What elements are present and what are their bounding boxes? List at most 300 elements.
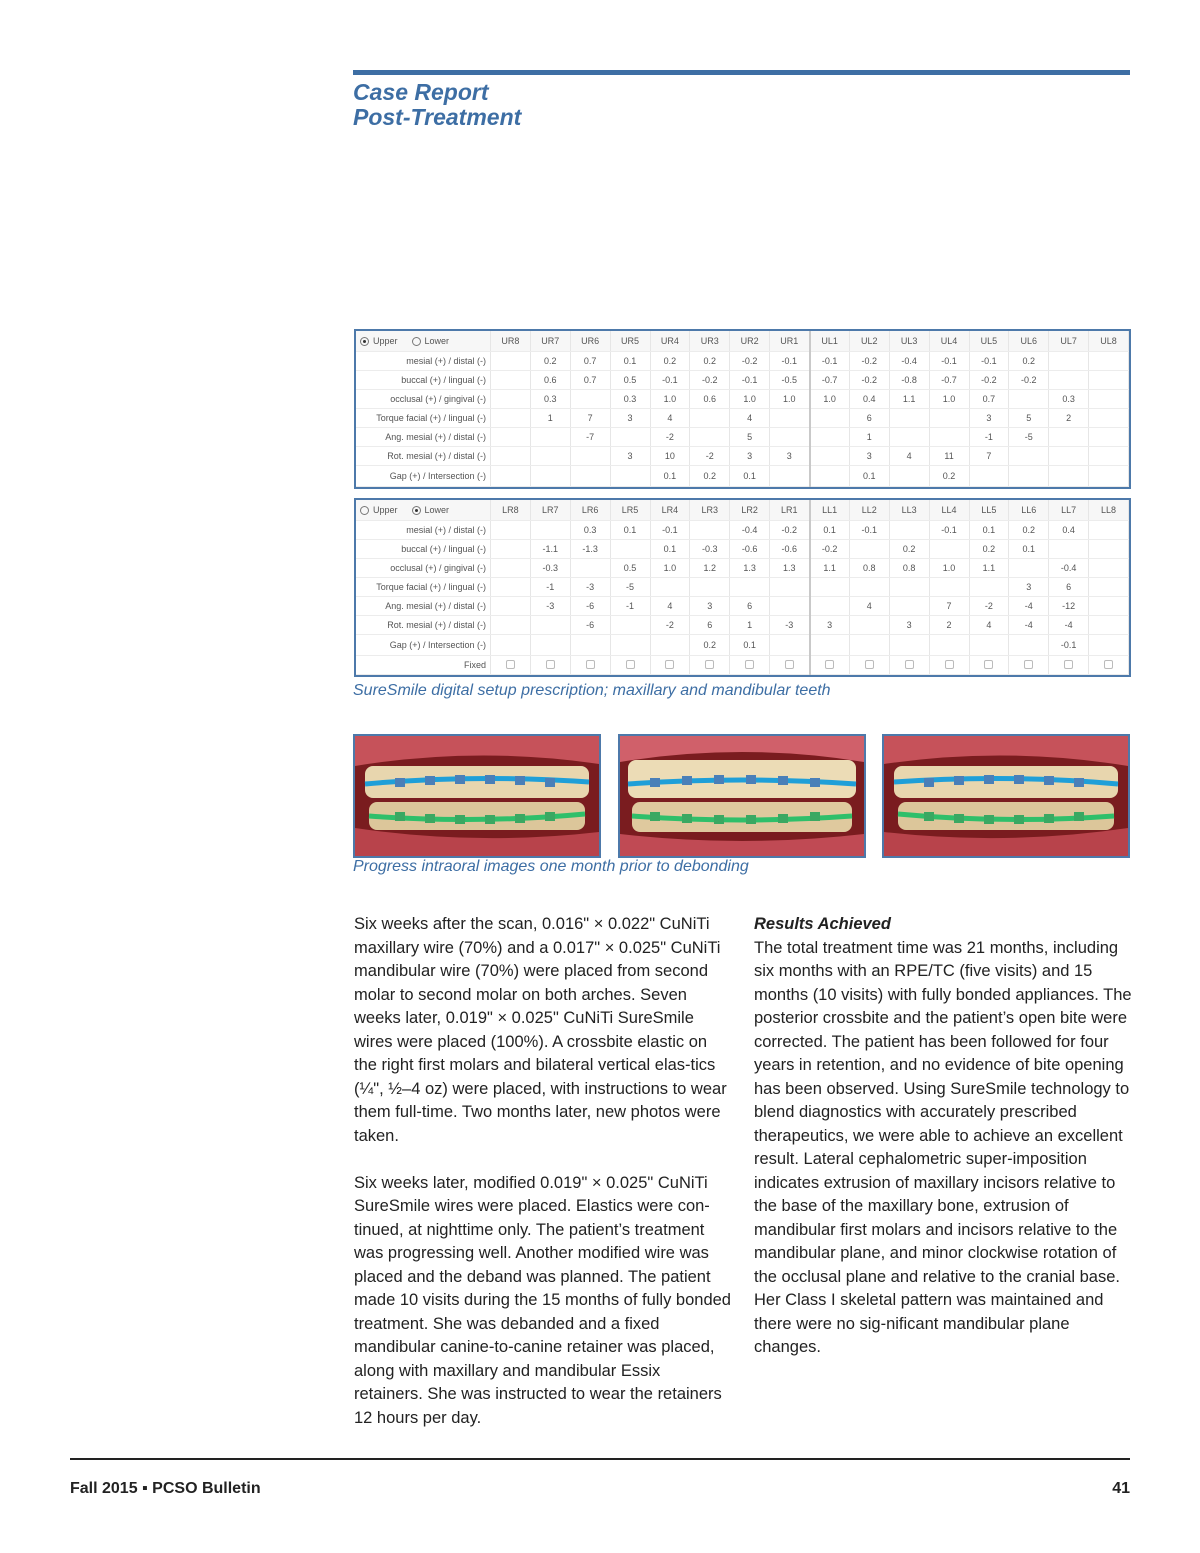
prescription-cell[interactable]: 1.3 [770,559,810,578]
prescription-cell[interactable] [889,578,929,597]
prescription-cell[interactable]: 3 [730,447,770,466]
prescription-cell[interactable] [810,597,850,616]
prescription-cell[interactable] [770,466,810,487]
prescription-cell[interactable] [570,447,610,466]
prescription-row [356,578,1129,597]
tooth-column-header: LR4 [650,500,690,521]
prescription-cell[interactable] [690,521,730,540]
fixed-checkbox[interactable] [1024,660,1033,669]
arch-selector [356,500,491,521]
prescription-cell[interactable]: -0.4 [889,352,929,371]
prescription-cell[interactable]: -2 [690,447,730,466]
table-caption: SureSmile digital setup prescription; maxillary and mandibular teeth [353,682,831,699]
prescription-cell[interactable] [1089,409,1129,428]
prescription-cell[interactable] [929,540,969,559]
intraoral-photo-left [882,734,1130,858]
tooth-column-header: UR5 [610,331,650,352]
prescription-cell[interactable]: -0.1 [929,352,969,371]
prescription-cell[interactable]: 0.8 [889,559,929,578]
prescription-cell[interactable]: -3 [770,616,810,635]
tooth-column-header: UL8 [1089,331,1129,352]
prescription-cell[interactable]: 3 [889,616,929,635]
prescription-cell[interactable] [1089,371,1129,390]
prescription-cell[interactable] [610,635,650,656]
prescription-cell[interactable]: -0.7 [810,371,850,390]
fixed-checkbox[interactable] [825,660,834,669]
prescription-cell[interactable] [849,540,889,559]
prescription-cell[interactable]: 0.7 [570,352,610,371]
prescription-cell[interactable] [929,635,969,656]
tooth-column-header: LR7 [530,500,570,521]
prescription-cell[interactable]: 1.1 [969,559,1009,578]
prescription-cell[interactable] [1089,390,1129,409]
prescription-cell[interactable] [1049,466,1089,487]
prescription-cell[interactable]: -0.1 [770,352,810,371]
prescription-cell[interactable]: 0.3 [570,521,610,540]
prescription-cell[interactable]: 0.1 [650,466,690,487]
prescription-cell[interactable] [491,371,531,390]
prescription-cell[interactable]: 0.7 [969,390,1009,409]
prescription-cell[interactable] [1089,447,1129,466]
prescription-cell[interactable]: 0.4 [849,390,889,409]
prescription-cell[interactable] [570,390,610,409]
prescription-cell[interactable]: 2 [929,616,969,635]
prescription-cell[interactable]: -4 [1009,616,1049,635]
prescription-cell[interactable] [530,447,570,466]
prescription-cell[interactable] [1009,466,1049,487]
prescription-cell[interactable] [1089,616,1129,635]
prescription-cell[interactable]: 0.5 [610,559,650,578]
prescription-cell[interactable]: -0.3 [530,559,570,578]
tooth-column-header: UL2 [849,331,889,352]
prescription-cell[interactable] [770,409,810,428]
prescription-cell[interactable] [1089,597,1129,616]
tooth-column-header: UL6 [1009,331,1049,352]
prescription-cell[interactable] [690,409,730,428]
row-label: Gap (+) / Intersection (-) [356,635,491,656]
photo-front-illustration [620,736,864,856]
prescription-cell[interactable] [491,390,531,409]
prescription-cell[interactable] [1089,635,1129,656]
prescription-cell[interactable]: -0.2 [730,352,770,371]
prescription-cell[interactable] [1009,635,1049,656]
prescription-row [356,635,1129,656]
prescription-cell[interactable] [849,635,889,656]
prescription-cell[interactable]: -0.6 [730,540,770,559]
prescription-cell[interactable]: 0.3 [610,390,650,409]
fixed-checkbox[interactable] [586,660,595,669]
prescription-cell[interactable] [1049,540,1089,559]
prescription-cell[interactable]: -0.4 [1049,559,1089,578]
row-label: Gap (+) / Intersection (-) [356,466,491,487]
row-label: Fixed [356,656,491,675]
prescription-cell[interactable]: 1 [530,409,570,428]
table-header-row [356,500,1129,521]
prescription-row [356,521,1129,540]
prescription-cell[interactable] [889,597,929,616]
prescription-cell[interactable]: -3 [530,597,570,616]
row-label: buccal (+) / lingual (-) [356,540,491,559]
prescription-cell[interactable]: -0.5 [770,371,810,390]
tooth-column-header: UL3 [889,331,929,352]
prescription-cell[interactable] [969,635,1009,656]
prescription-cell[interactable]: -1.1 [530,540,570,559]
prescription-cell[interactable] [810,428,850,447]
prescription-cell[interactable]: -0.4 [730,521,770,540]
photo-left-illustration [884,736,1128,856]
prescription-cell[interactable] [889,635,929,656]
prescription-cell[interactable]: -1 [969,428,1009,447]
prescription-cell[interactable] [530,428,570,447]
prescription-cell[interactable] [770,578,810,597]
prescription-cell[interactable]: -6 [570,597,610,616]
fixed-checkbox[interactable] [1064,660,1073,669]
prescription-cell[interactable]: -0.6 [770,540,810,559]
radio-lower[interactable] [412,337,421,346]
prescription-cell[interactable]: 6 [1049,578,1089,597]
prescription-cell[interactable] [491,447,531,466]
prescription-cell[interactable]: 11 [929,447,969,466]
prescription-cell[interactable]: 0.2 [929,466,969,487]
prescription-cell[interactable] [969,466,1009,487]
prescription-cell[interactable]: -2 [969,597,1009,616]
prescription-cell[interactable]: 5 [1009,409,1049,428]
fixed-checkbox[interactable] [945,660,954,669]
fixed-checkbox[interactable] [705,660,714,669]
prescription-cell[interactable]: -0.2 [770,521,810,540]
prescription-cell[interactable] [1009,447,1049,466]
prescription-cell[interactable]: 4 [889,447,929,466]
prescription-cell[interactable]: -0.1 [929,521,969,540]
tooth-column-header: UL7 [1049,331,1089,352]
prescription-cell[interactable] [690,578,730,597]
prescription-cell[interactable] [530,466,570,487]
prescription-cell[interactable]: 7 [570,409,610,428]
tooth-column-header: UR4 [650,331,690,352]
prescription-cell[interactable] [491,428,531,447]
row-label: Torque facial (+) / lingual (-) [356,578,491,597]
prescription-cell[interactable]: -4 [1009,597,1049,616]
tooth-column-header: LR8 [491,500,531,521]
prescription-cell[interactable] [889,521,929,540]
fixed-checkbox[interactable] [506,660,515,669]
prescription-cell[interactable] [1049,447,1089,466]
prescription-cell[interactable]: 0.2 [650,352,690,371]
prescription-cell[interactable] [491,540,531,559]
prescription-cell[interactable]: -0.1 [1049,635,1089,656]
prescription-cell[interactable]: 1.0 [929,559,969,578]
prescription-cell[interactable]: 0.1 [969,521,1009,540]
prescription-cell[interactable]: 4 [650,409,690,428]
fixed-checkbox[interactable] [1104,660,1113,669]
prescription-cell[interactable]: 1.0 [929,390,969,409]
prescription-cell[interactable] [610,616,650,635]
prescription-cell[interactable]: -0.1 [810,352,850,371]
photo-right-illustration [355,736,599,856]
prescription-row [356,597,1129,616]
prescription-cell[interactable] [889,409,929,428]
prescription-cell[interactable]: -0.3 [690,540,730,559]
prescription-cell[interactable] [810,466,850,487]
prescription-cell[interactable] [849,616,889,635]
prescription-cell[interactable]: -0.2 [1009,371,1049,390]
fixed-checkbox-cell [889,656,929,675]
prescription-cell[interactable]: 0.6 [690,390,730,409]
prescription-cell[interactable]: -0.1 [730,371,770,390]
prescription-cell[interactable]: 3 [969,409,1009,428]
prescription-cell[interactable] [889,428,929,447]
prescription-cell[interactable] [1089,521,1129,540]
prescription-cell[interactable] [650,578,690,597]
fixed-checkbox-cell [730,656,770,675]
prescription-cell[interactable]: -1 [530,578,570,597]
radio-lower[interactable] [412,506,421,515]
prescription-cell[interactable] [810,578,850,597]
prescription-cell[interactable]: 3 [770,447,810,466]
prescription-cell[interactable] [1009,390,1049,409]
prescription-cell[interactable]: 3 [610,409,650,428]
prescription-cell[interactable] [1089,466,1129,487]
fixed-checkbox-cell [1049,656,1089,675]
prescription-cell[interactable]: 0.8 [849,559,889,578]
prescription-cell[interactable] [530,521,570,540]
tooth-column-header: UL1 [810,331,850,352]
prescription-cell[interactable]: -3 [570,578,610,597]
prescription-cell[interactable] [889,466,929,487]
prescription-cell[interactable]: -12 [1049,597,1089,616]
prescription-cell[interactable]: 0.3 [1049,390,1089,409]
fixed-checkbox-cell [491,656,531,675]
prescription-cell[interactable]: 0.2 [690,466,730,487]
intraoral-photo-right [353,734,601,858]
prescription-cell[interactable]: -0.1 [650,371,690,390]
prescription-cell[interactable] [530,616,570,635]
prescription-cell[interactable]: 4 [849,597,889,616]
prescription-cell[interactable]: 1.0 [770,390,810,409]
prescription-cell[interactable]: 7 [969,447,1009,466]
prescription-cell[interactable]: 0.2 [690,635,730,656]
prescription-cell[interactable]: -1.3 [570,540,610,559]
tooth-column-header: LL3 [889,500,929,521]
tooth-column-header: LR5 [610,500,650,521]
prescription-cell[interactable] [770,635,810,656]
prescription-cell[interactable]: 0.2 [690,352,730,371]
prescription-cell[interactable]: 0.4 [1049,521,1089,540]
prescription-cell[interactable]: -5 [610,578,650,597]
prescription-cell[interactable]: 4 [730,409,770,428]
prescription-cell[interactable]: 0.1 [610,521,650,540]
tooth-column-header: UL4 [929,331,969,352]
prescription-cell[interactable]: 0.1 [730,466,770,487]
fixed-checkbox-cell [810,656,850,675]
prescription-cell[interactable]: 0.3 [530,390,570,409]
prescription-cell[interactable] [849,578,889,597]
prescription-cell[interactable]: 0.1 [810,521,850,540]
prescription-cell[interactable] [770,597,810,616]
lower-prescription-table [354,498,1131,677]
prescription-cell[interactable]: 4 [969,616,1009,635]
prescription-cell[interactable]: 3 [849,447,889,466]
prescription-cell[interactable] [570,635,610,656]
prescription-cell[interactable] [810,409,850,428]
prescription-cell[interactable]: 0.2 [889,540,929,559]
prescription-cell[interactable] [1089,428,1129,447]
prescription-cell[interactable]: 0.5 [610,371,650,390]
prescription-cell[interactable] [1089,352,1129,371]
prescription-cell[interactable]: 0.7 [570,371,610,390]
prescription-cell[interactable]: -4 [1049,616,1089,635]
prescription-row [356,409,1129,428]
prescription-cell[interactable]: 3 [810,616,850,635]
prescription-cell[interactable]: 5 [730,428,770,447]
prescription-cell[interactable]: 6 [730,597,770,616]
fixed-checkbox[interactable] [984,660,993,669]
prescription-cell[interactable]: 7 [929,597,969,616]
prescription-cell[interactable]: 1.0 [810,390,850,409]
fixed-checkbox[interactable] [785,660,794,669]
prescription-cell[interactable] [810,447,850,466]
prescription-cell[interactable] [929,578,969,597]
prescription-cell[interactable] [730,578,770,597]
prescription-cell[interactable] [1049,428,1089,447]
prescription-cell[interactable]: -0.2 [849,371,889,390]
prescription-cell[interactable]: 0.1 [1009,540,1049,559]
prescription-cell[interactable]: -0.1 [849,521,889,540]
tooth-column-header: UR3 [690,331,730,352]
prescription-cell[interactable]: -2 [650,428,690,447]
section-header [353,80,521,130]
prescription-cell[interactable]: 0.1 [849,466,889,487]
prescription-cell[interactable] [491,559,531,578]
prescription-cell[interactable] [770,428,810,447]
footer-rule [70,1458,1130,1460]
prescription-cell[interactable] [491,635,531,656]
prescription-cell[interactable] [1009,559,1049,578]
prescription-cell[interactable]: -0.2 [810,540,850,559]
prescription-cell[interactable]: -0.1 [650,521,690,540]
prescription-cell[interactable] [491,466,531,487]
prescription-cell[interactable]: 0.2 [1009,521,1049,540]
prescription-cell[interactable]: 1.3 [730,559,770,578]
prescription-row [356,616,1129,635]
intraoral-photo-front [618,734,866,858]
upper-prescription-table [354,329,1131,489]
prescription-cell[interactable] [1089,559,1129,578]
prescription-cell[interactable] [1049,371,1089,390]
prescription-cell[interactable]: -0.7 [929,371,969,390]
radio-upper[interactable] [360,506,369,515]
prescription-cell[interactable] [610,540,650,559]
prescription-cell[interactable]: -0.1 [969,352,1009,371]
row-label: mesial (+) / distal (-) [356,521,491,540]
prescription-cell[interactable]: -2 [650,616,690,635]
prescription-cell[interactable]: 6 [690,616,730,635]
prescription-cell[interactable] [530,635,570,656]
prescription-cell[interactable]: 1.1 [889,390,929,409]
tooth-column-header: LL6 [1009,500,1049,521]
radio-upper[interactable] [360,337,369,346]
prescription-cell[interactable]: -0.2 [969,371,1009,390]
prescription-cell[interactable]: 1 [730,616,770,635]
prescription-row [356,447,1129,466]
row-label: occlusal (+) / gingival (-) [356,390,491,409]
fixed-checkbox[interactable] [546,660,555,669]
prescription-cell[interactable] [570,466,610,487]
prescription-cell[interactable]: 0.1 [650,540,690,559]
prescription-cell[interactable]: 0.6 [530,371,570,390]
body-paragraph: The total treatment time was 21 months, including six months with an RPE/TC (five visits) and 15 months (10 visits) with fully bonded appliances. The posterior crossbite and the patient’s open bite were corrected. The patient has been followed for four years in retention, and no evidence of bite opening has been observed. Using SureSmile technology to blend diagnostics with accurately prescribed therapeutics, we were able to achieve an excellent result. Lateral cephalometric super-imposition indicates extrusion of maxillary incisors relative to the base of the maxillary bone, extrusion of mandibular first molars and incisors relative to the mandibular plane, and minor clockwise rotation of the occlusal plane and relative to the cranial base. Her Class I skeletal pattern was maintained and there were no sig-nificant mandibular plane changes. [754,938,1132,1356]
prescription-cell[interactable]: -6 [570,616,610,635]
tooth-column-header: LL4 [929,500,969,521]
prescription-cell[interactable] [491,521,531,540]
prescription-cell[interactable] [491,616,531,635]
prescription-cell[interactable] [1049,352,1089,371]
prescription-cell[interactable]: 0.1 [610,352,650,371]
prescription-cell[interactable]: 10 [650,447,690,466]
prescription-cell[interactable]: 1.1 [810,559,850,578]
body-paragraph: Six weeks later, modified 0.019" × 0.025" CuNiTi SureSmile wires were placed. Elastics were con-tinued, at nighttime only. The patient’s treatment was progressing well. Another modified wire was placed and the deband was planned. The patient made 10 visits during the 15 months of fully bonded treatment. She was debanded and a fixed mandibular canine-to-canine retainer was placed, along with maxillary and mandibular Essix retainers. She was instructed to wear the retainers 12 hours per day. [354,1173,731,1427]
prescription-cell[interactable]: 0.2 [969,540,1009,559]
prescription-cell[interactable]: 2 [1049,409,1089,428]
prescription-cell[interactable]: 0.1 [730,635,770,656]
prescription-cell[interactable]: 0.2 [530,352,570,371]
prescription-cell[interactable] [969,578,1009,597]
radio-upper-label: Upper [373,335,398,346]
prescription-cell[interactable]: 3 [690,597,730,616]
prescription-cell[interactable] [491,578,531,597]
fixed-checkbox[interactable] [905,660,914,669]
prescription-cell[interactable]: 1.0 [650,559,690,578]
prescription-cell[interactable]: 1.2 [690,559,730,578]
prescription-cell[interactable]: -0.2 [849,352,889,371]
prescription-cell[interactable]: 1 [849,428,889,447]
prescription-cell[interactable]: 4 [650,597,690,616]
prescription-cell[interactable]: 3 [1009,578,1049,597]
prescription-cell[interactable]: -1 [610,597,650,616]
fixed-checkbox[interactable] [865,660,874,669]
prescription-cell[interactable] [650,635,690,656]
prescription-cell[interactable]: -7 [570,428,610,447]
prescription-cell[interactable] [610,428,650,447]
prescription-cell[interactable]: -0.2 [690,371,730,390]
prescription-cell[interactable] [610,466,650,487]
prescription-cell[interactable] [810,635,850,656]
prescription-cell[interactable]: 3 [610,447,650,466]
prescription-cell[interactable] [570,559,610,578]
row-label: occlusal (+) / gingival (-) [356,559,491,578]
prescription-cell[interactable] [491,352,531,371]
prescription-cell[interactable] [1089,540,1129,559]
prescription-cell[interactable] [491,597,531,616]
prescription-cell[interactable]: -0.8 [889,371,929,390]
prescription-cell[interactable] [929,409,969,428]
fixed-checkbox[interactable] [626,660,635,669]
prescription-row [356,371,1129,390]
prescription-cell[interactable]: 6 [849,409,889,428]
prescription-cell[interactable]: 1.0 [650,390,690,409]
photos-caption: Progress intraoral images one month prior to debonding [353,858,749,875]
prescription-cell[interactable] [690,428,730,447]
prescription-cell[interactable]: 1.0 [730,390,770,409]
fixed-checkbox[interactable] [745,660,754,669]
prescription-cell[interactable] [929,428,969,447]
prescription-cell[interactable]: 0.2 [1009,352,1049,371]
tooth-column-header: LL1 [810,500,850,521]
fixed-checkbox[interactable] [665,660,674,669]
prescription-cell[interactable] [491,409,531,428]
prescription-cell[interactable] [1089,578,1129,597]
prescription-cell[interactable]: -5 [1009,428,1049,447]
